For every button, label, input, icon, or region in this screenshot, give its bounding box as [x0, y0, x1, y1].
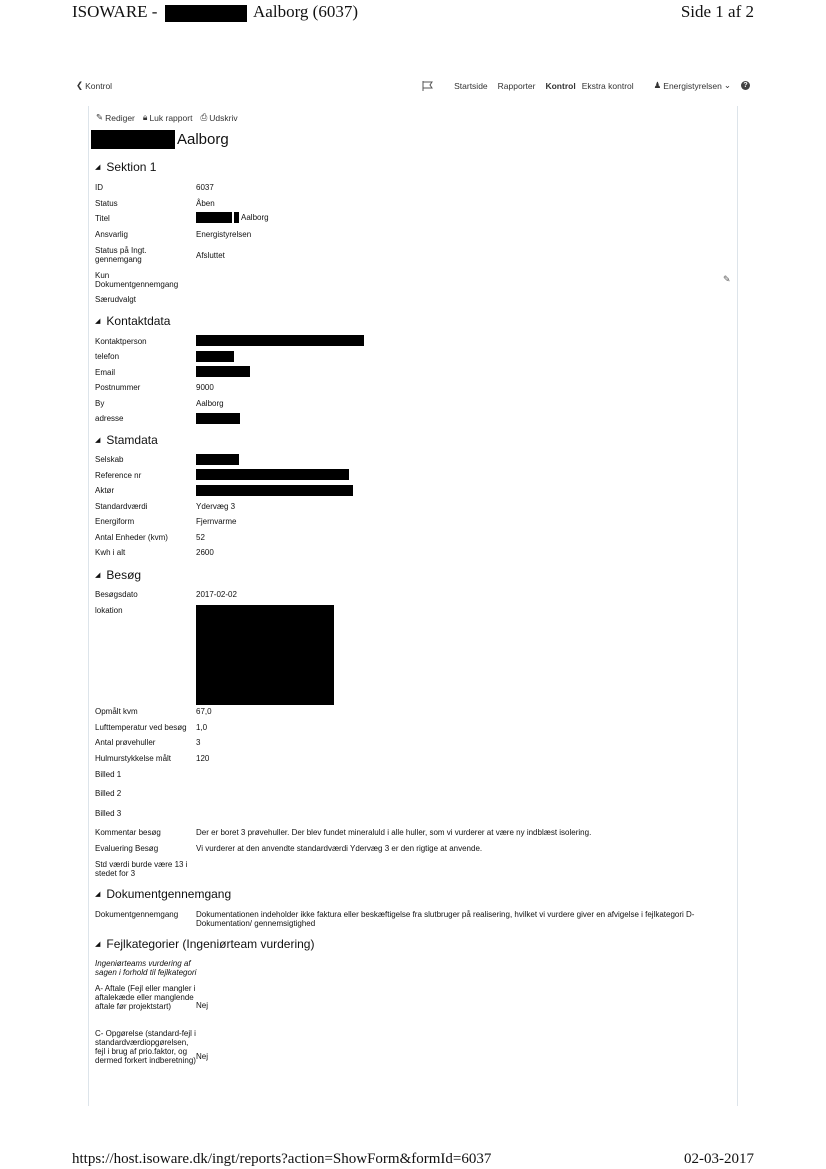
print-button[interactable]: ⎙ Udskriv	[200, 112, 238, 123]
field-value-evaluering: Vi vurderer at den anvendte standardværdi Ydervæg 3 er den rigtige at anvende.	[196, 844, 483, 853]
field-label: Kommentar besøg	[95, 828, 161, 837]
field-label: Ansvarlig	[95, 230, 128, 239]
field-label: Email	[95, 368, 116, 377]
field-label: Hulmurstykkelse målt	[95, 754, 172, 763]
back-link[interactable]	[76, 80, 112, 91]
close-report-button[interactable]: 🔒︎ Luk rapport	[142, 112, 193, 123]
section-header-sektion1[interactable]: ◢ Sektion 1	[95, 160, 157, 174]
section-header-stamdata[interactable]: ◢ Stamdata	[95, 433, 158, 447]
user-name: Energistyrelsen	[663, 80, 722, 91]
field-label: ID	[95, 183, 103, 192]
field-label: Billed 2	[95, 789, 122, 798]
redaction-block	[196, 454, 239, 465]
help-icon[interactable]: ?	[741, 81, 750, 90]
field-value-ansvarlig: Energistyrelsen	[196, 230, 252, 239]
lock-icon: 🔒︎	[142, 112, 148, 122]
field-label: Kontaktperson	[95, 337, 147, 346]
nav-link-rapporter[interactable]: Rapporter	[497, 80, 536, 91]
field-label: Selskab	[95, 455, 124, 464]
field-value-proevehuller: 3	[196, 738, 201, 747]
field-label: Reference nr	[95, 471, 142, 480]
edit-button[interactable]: ✎ Rediger	[96, 112, 135, 123]
field-value-besoegsdato: 2017-02-02	[196, 590, 237, 599]
redaction-block	[196, 335, 364, 346]
field-value-kwh: 2600	[196, 548, 214, 557]
section-header-dokumentgennemgang[interactable]: ◢ Dokumentgennemgang	[95, 887, 232, 901]
redaction-block	[91, 130, 175, 149]
field-label: Kwh i alt	[95, 548, 126, 557]
field-value-postnummer: 9000	[196, 383, 214, 392]
print-header	[72, 2, 754, 24]
field-label: Særudvalgt	[95, 295, 136, 304]
collapse-triangle-icon: ◢	[95, 941, 101, 948]
print-header-suffix: Aalborg (6037)	[253, 2, 359, 21]
field-value-by: Aalborg	[196, 399, 224, 408]
redaction-block	[196, 485, 353, 496]
field-label: Status på Ingt. gennemgang	[95, 246, 147, 264]
pencil-icon[interactable]: ✎	[723, 274, 731, 284]
redaction-block	[196, 212, 232, 223]
field-label: Antal Enheder (kvm)	[95, 533, 168, 542]
redaction-block	[196, 351, 234, 362]
field-value-id: 6037	[196, 183, 214, 192]
field-label: Aktør	[95, 486, 115, 495]
field-label: Billed 3	[95, 809, 122, 818]
field-value-lufttemperatur: 1,0	[196, 723, 208, 732]
location-map-redacted	[196, 605, 334, 705]
redaction-block	[196, 413, 240, 424]
print-url: https://host.isoware.dk/ingt/reports?action=ShowForm&formId=6037	[72, 1151, 492, 1167]
chevron-left-icon: ❮	[76, 80, 84, 90]
field-value-kommentar: Der er boret 3 prøvehuller. Der blev fundet mineraluld i alle huller, som vi vurderer at være ny indblæst isolering.	[196, 828, 592, 837]
field-label: Antal prøvehuller	[95, 738, 156, 747]
user-icon: ♟	[653, 80, 662, 90]
field-value-titel: Aalborg	[196, 212, 269, 223]
field-value-energiform: Fjernvarme	[196, 517, 237, 526]
collapse-triangle-icon: ◢	[95, 891, 101, 898]
field-label: Status	[95, 199, 118, 208]
fault-intro: Ingeniørteams vurdering af sagen i forhold til fejlkategori	[95, 959, 197, 977]
field-label: Lufttemperatur ved besøg	[95, 723, 187, 732]
printer-icon: ⎙	[200, 112, 208, 122]
section-header-kontaktdata[interactable]: ◢ Kontaktdata	[95, 314, 171, 328]
field-value-opgoerelse: Nej	[196, 1052, 209, 1061]
field-label: Billed 1	[95, 770, 122, 779]
redaction-block	[196, 469, 349, 480]
field-label: C- Opgørelse (standard-fejl i standardværdiopgørelsen, fejl i brug af prio.faktor, og dermed forkert indberetning)	[95, 1029, 196, 1065]
page-title: Aalborg	[91, 130, 229, 149]
field-value-status: Åben	[196, 199, 215, 208]
field-value-ingt-status: Afsluttet	[196, 251, 225, 260]
collapse-triangle-icon: ◢	[95, 572, 101, 579]
nav-link-kontrol[interactable]: Kontrol	[545, 80, 576, 91]
print-header-prefix: ISOWARE -	[72, 2, 158, 21]
field-value-dokumentgennemgang: Dokumentationen indeholder ikke faktura eller beskæftigelse fra slutbruger på realisering, hvilket vi vurdere giver en afvigelse i fejlkategori D- Dokumentation/ gennemsigtighed	[196, 910, 695, 928]
field-value-aftale: Nej	[196, 1001, 209, 1010]
field-label: lokation	[95, 606, 123, 615]
field-label: Std værdi burde være 13 i stedet for 3	[95, 860, 188, 878]
section-header-fejlkategorier[interactable]: ◢ Fejlkategorier (Ingeniørteam vurdering)	[95, 937, 315, 951]
flag-icon[interactable]	[422, 81, 434, 91]
field-value-antal-enheder: 52	[196, 533, 205, 542]
redaction-block	[196, 366, 250, 377]
redaction-block	[234, 212, 239, 223]
field-label: telefon	[95, 352, 120, 361]
chevron-down-icon: ⌄	[723, 80, 731, 90]
field-label: By	[95, 399, 105, 408]
print-date: 02-03-2017	[684, 1151, 754, 1167]
field-label: Standardværdi	[95, 502, 148, 511]
field-label: Energiform	[95, 517, 135, 526]
field-label: Dokumentgennemgang	[95, 910, 179, 919]
back-link-label: Kontrol	[85, 80, 113, 91]
field-label: A- Aftale (Fejl eller mangler i aftalekæde eller manglende aftale før projektstart)	[95, 984, 196, 1011]
field-value-standardvaerdi: Ydervæg 3	[196, 502, 236, 511]
collapse-triangle-icon: ◢	[95, 437, 101, 444]
section-header-besoeg[interactable]: ◢ Besøg	[95, 568, 142, 582]
field-label: Opmålt kvm	[95, 707, 138, 716]
toolbar	[96, 112, 238, 123]
page-number: Side 1 af 2	[680, 2, 754, 21]
field-label: adresse	[95, 414, 124, 423]
field-label: Besøgsdato	[95, 590, 138, 599]
redaction-block	[165, 5, 247, 22]
report-panel	[88, 106, 738, 1106]
field-value-opmaalt-kvm: 67,0	[196, 707, 212, 716]
edit-icon: ✎	[96, 112, 104, 122]
field-label: Titel	[95, 214, 110, 223]
collapse-triangle-icon: ◢	[95, 164, 101, 171]
field-label: Postnummer	[95, 383, 141, 392]
nav-link-ekstra-kontrol[interactable]: Ekstra kontrol	[581, 80, 634, 91]
user-menu[interactable]	[654, 80, 731, 91]
collapse-triangle-icon: ◢	[95, 318, 101, 325]
field-label: Kun Dokumentgennemgang	[95, 271, 179, 289]
field-label: Evaluering Besøg	[95, 844, 159, 853]
top-navbar	[76, 80, 750, 94]
nav-link-startside[interactable]: Startside	[454, 80, 488, 91]
field-value-hulmurstykkelse: 120	[196, 754, 210, 763]
